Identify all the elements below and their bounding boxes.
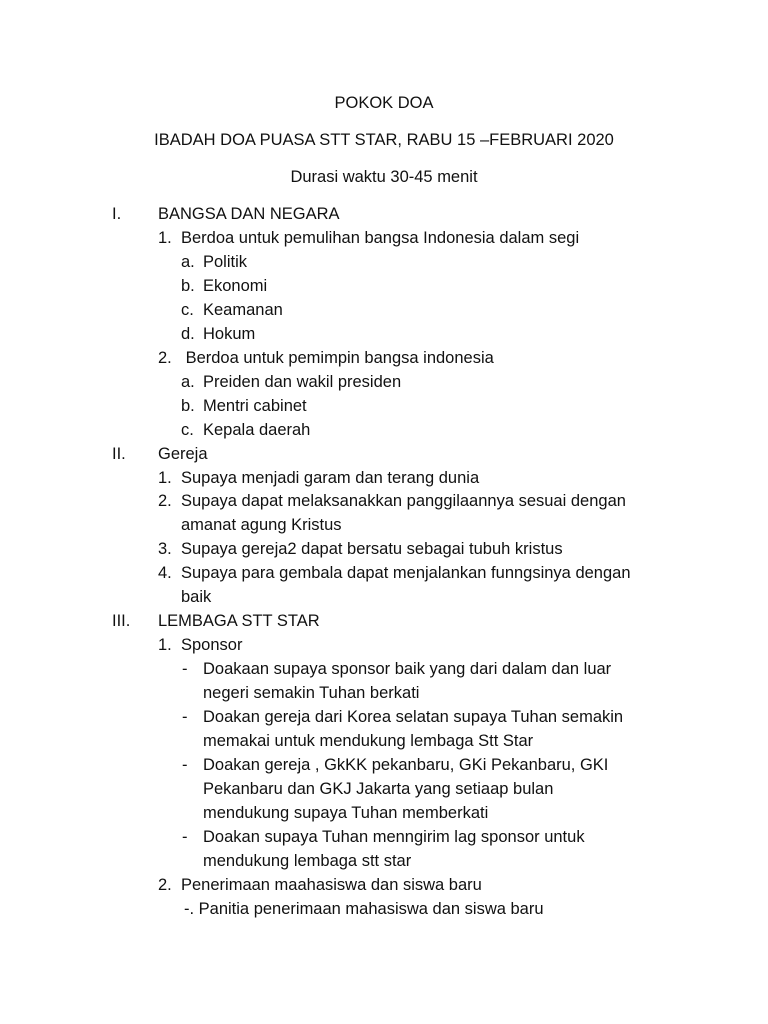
section-numeral: I. — [112, 205, 122, 223]
bullet-marker: - — [182, 828, 188, 846]
list-marker: 1. — [158, 229, 172, 247]
sublist-marker: c. — [181, 421, 194, 439]
sublist-marker: d. — [181, 325, 195, 343]
sublist-item-text: Keamanan — [203, 301, 283, 319]
list-item-text: Berdoa untuk pemimpin bangsa indonesia — [181, 349, 494, 367]
sublist-item-text: Ekonomi — [203, 277, 268, 295]
list-item-text-continuation: baik — [181, 588, 212, 606]
bullet-marker: - — [182, 660, 188, 678]
section-title: BANGSA DAN NEGARA — [158, 205, 340, 223]
sublist-marker: c. — [181, 301, 194, 319]
sublist-item-text: Kepala daerah — [203, 421, 311, 439]
bullet-text-continuation: Pekanbaru dan GKJ Jakarta yang setiaap bulan — [203, 780, 554, 798]
sublist-item-text: Politik — [203, 253, 248, 271]
sublist-marker: a. — [181, 373, 195, 391]
list-marker: 2. — [158, 349, 172, 367]
list-item-text: Penerimaan maahasiswa dan siswa baru — [181, 876, 482, 894]
bullet-text: Doakan gereja , GkKK pekanbaru, GKi Pekanbaru, GKI — [203, 756, 609, 774]
list-item-text: Supaya gereja2 dapat bersatu sebagai tubuh kristus — [181, 540, 563, 558]
bullet-text: Doakaan supaya sponsor baik yang dari dalam dan luar — [203, 660, 612, 678]
sublist-item-text: Hokum — [203, 325, 256, 343]
page-subtitle: IBADAH DOA PUASA STT STAR, RABU 15 –FEBRUARI 2020 — [154, 131, 614, 149]
list-item-text: Supaya para gembala dapat menjalankan funngsinya dengan — [181, 564, 631, 582]
bullet-text: Doakan supaya Tuhan menngirim lag sponsor untuk — [203, 828, 585, 846]
sublist-marker: b. — [181, 277, 195, 295]
list-marker: 1. — [158, 469, 172, 487]
list-item-text: Berdoa untuk pemulihan bangsa Indonesia dalam segi — [181, 229, 580, 247]
list-marker: 2. — [158, 876, 172, 894]
sublist-marker: a. — [181, 253, 195, 271]
list-item-text: Sponsor — [181, 636, 243, 654]
section-numeral: II. — [112, 445, 126, 463]
sublist-item-text: Preiden dan wakil presiden — [203, 373, 402, 391]
section-title: Gereja — [158, 445, 208, 463]
sublist-marker: b. — [181, 397, 195, 415]
section-title: LEMBAGA STT STAR — [158, 612, 320, 630]
sub-note-text: -. Panitia penerimaan mahasiswa dan siswa baru — [184, 900, 544, 918]
bullet-text-continuation: mendukung lembaga stt star — [203, 852, 412, 870]
page-title: POKOK DOA — [334, 94, 434, 112]
bullet-text-continuation: mendukung supaya Tuhan memberkati — [203, 804, 489, 822]
list-marker: 4. — [158, 564, 172, 582]
bullet-text-continuation: negeri semakin Tuhan berkati — [203, 684, 420, 702]
section-numeral: III. — [112, 612, 131, 630]
list-marker: 2. — [158, 492, 172, 510]
list-item-text: Supaya menjadi garam dan terang dunia — [181, 469, 480, 487]
bullet-marker: - — [182, 708, 188, 726]
list-item-text-continuation: amanat agung Kristus — [181, 516, 342, 534]
sublist-item-text: Mentri cabinet — [203, 397, 307, 415]
bullet-text: Doakan gereja dari Korea selatan supaya Tuhan semakin — [203, 708, 624, 726]
list-marker: 3. — [158, 540, 172, 558]
duration-text: Durasi waktu 30-45 menit — [290, 168, 478, 186]
list-marker: 1. — [158, 636, 172, 654]
bullet-marker: - — [182, 756, 188, 774]
bullet-text-continuation: memakai untuk mendukung lembaga Stt Star — [203, 732, 534, 750]
list-item-text: Supaya dapat melaksanakkan panggilaannya sesuai dengan — [181, 492, 626, 510]
